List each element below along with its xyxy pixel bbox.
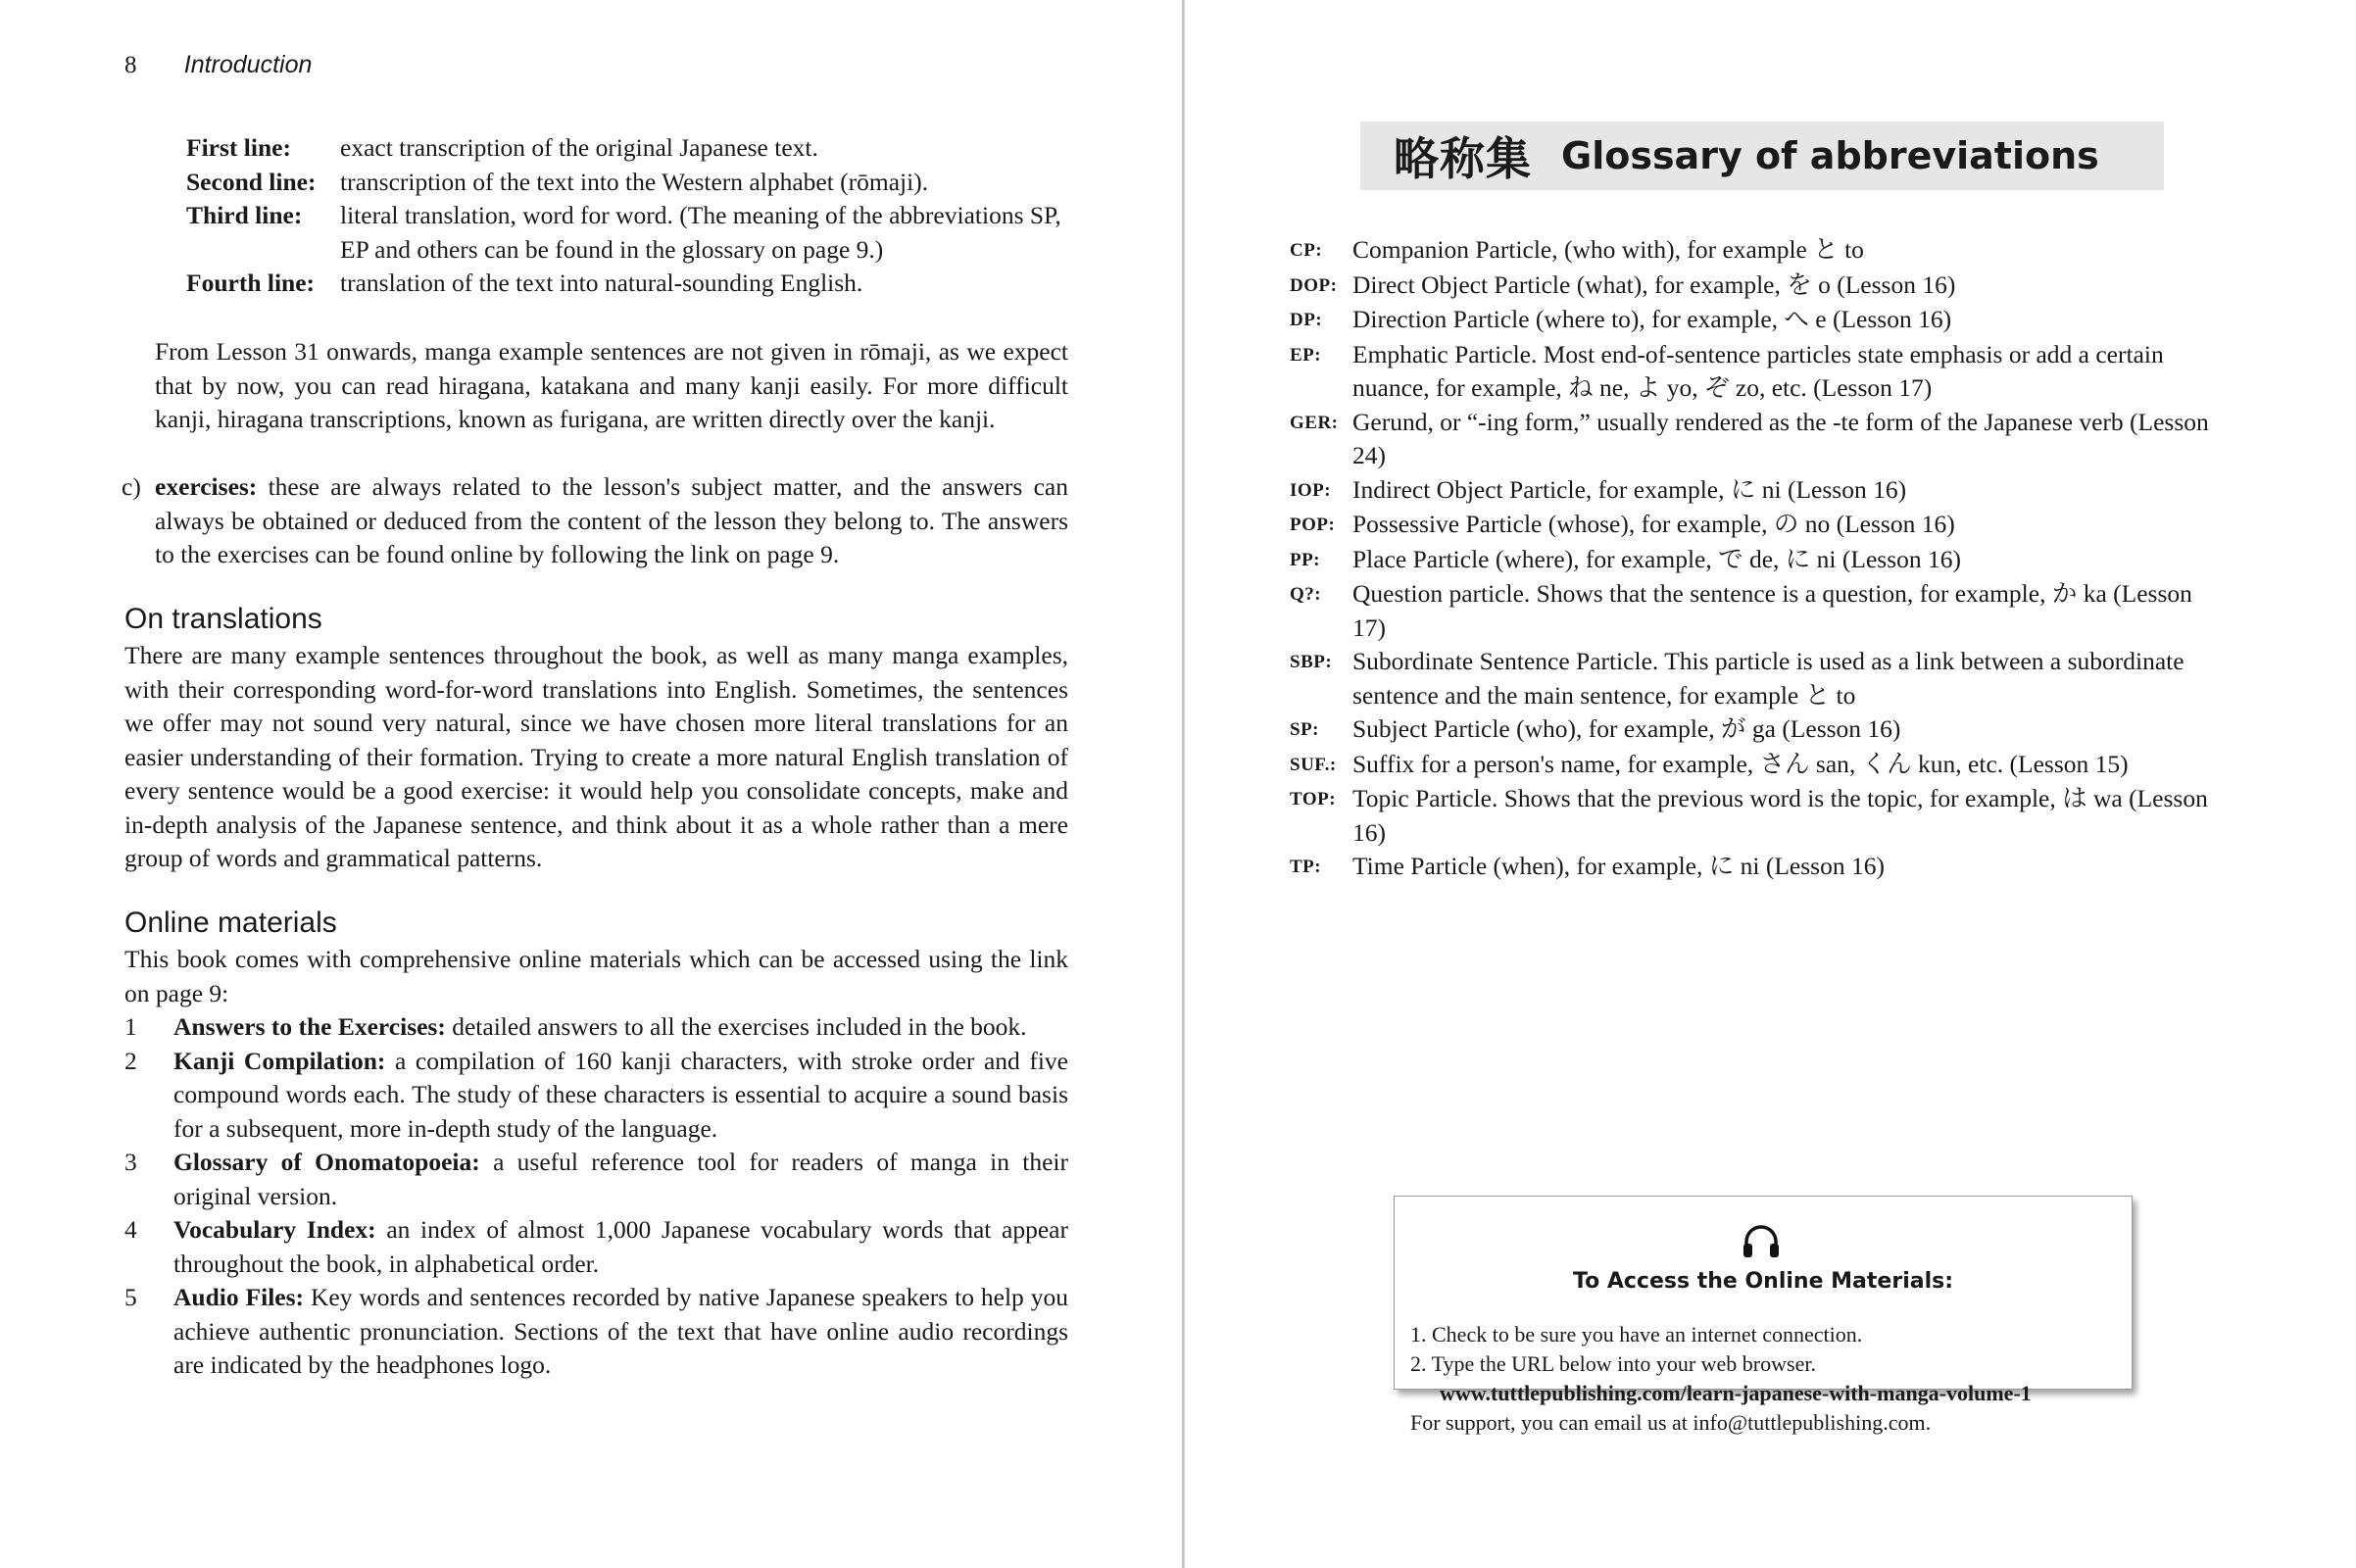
glossary-def: Subordinate Sentence Particle. This particle is used as a link between a subordinate sentence and the main sentence, for example と to [1352,647,2184,710]
list-item [124,1213,1068,1281]
glossary-entry [1290,508,2221,543]
key-label: First line: [186,133,291,162]
list-marker: c) [122,472,141,501]
running-header [124,51,312,79]
glossary-def: Indirect Object Particle, for example, に ni (Lesson 16) [1352,474,1907,504]
glossary-abbr: SBP: [1290,652,1333,672]
key-label: Fourth line: [186,269,316,297]
list-number: 1 [124,1012,137,1041]
instruction-line: 1. Check to be sure you have an internet connection. [1410,1322,1863,1347]
list-item [124,1045,1068,1147]
item-lead: Vocabulary Index: [173,1215,376,1244]
glossary-abbr: PP: [1290,549,1321,570]
item-lead: exercises: [155,472,258,501]
glossary-abbr: TP: [1290,857,1322,877]
glossary-abbr: DOP: [1290,274,1338,296]
glossary-entry [1290,543,2221,578]
item-text: detailed answers to all the exercises included in the book. [445,1012,1027,1041]
page-gutter [1182,0,1185,1568]
glossary-entry [1290,303,2221,338]
support-line: For support, you can email us at info@tuttlepublishing.com. [1410,1410,1932,1435]
key-row [186,166,1068,200]
glossary-entry [1290,577,2221,645]
materials-url-link[interactable]: www.tuttlepublishing.com/learn-japanese-with-manga-volume-1 [1440,1381,2032,1405]
glossary-title-japanese: 略称集 [1394,132,1532,185]
key-value: translation of the text into natural-sounding English. [340,269,863,297]
item-lead: Answers to the Exercises: [173,1012,446,1041]
glossary-def: Emphatic Particle. Most end-of-sentence particles state emphasis or add a certain nuance, for example, ね ne, よ yo, ぞ zo, etc. (Lesson 17) [1352,339,2164,402]
glossary-entry [1290,712,2221,748]
glossary-abbr: EP: [1290,344,1322,366]
list-number: 2 [124,1046,137,1075]
list-item [124,1146,1068,1213]
key-value: transcription of the text into the Western alphabet (rōmaji). [340,167,929,196]
glossary-entry [1290,782,2221,850]
paragraph-translations: There are many example sentences throughout the book, as well as many manga examples, with their corresponding word-for-word translations into English. Sometimes, the sentences we offer may not sound very natural, since we have chosen more literal translations for an easier understanding of their formation. Trying to create a more natural English translation of every sentence would be a good exercise: it would help you consolidate concepts, make and in-depth analysis of the Japanese sentence, and think about it as a whole rather than a mere group of words and grammatical patterns. [124,641,1068,872]
list-number: 3 [124,1148,137,1176]
item-text: a useful reference tool for readers of manga in their original version. [173,1148,1069,1210]
glossary-entry [1290,748,2221,783]
glossary-def: Time Particle (when), for example, に ni (Lesson 16) [1352,852,1885,880]
key-label: Second line: [186,167,317,196]
list-number: 4 [124,1215,137,1244]
access-box-instructions [1410,1320,2116,1438]
glossary-title-banner [1360,122,2164,190]
page-number: 8 [124,52,137,78]
glossary-def: Topic Particle. Shows that the previous word is the topic, for example, は wa (Lesson 16) [1352,784,2208,847]
glossary-def: Possessive Particle (whose), for example, の no (Lesson 16) [1352,510,1955,538]
paragraph-lesson-31: From Lesson 31 onwards, manga example sentences are not given in rōmaji, as we expect that by now, you can read hiragana, katakana and many kanji easily. For more difficult kanji, hiragana transcriptions, known as furigana, are written directly over the kanji. [155,337,1068,433]
online-access-box [1394,1196,2133,1435]
list-item-body [155,470,1068,572]
glossary-entry [1290,473,2221,509]
glossary-def: Place Particle (where), for example, で de, に ni (Lesson 16) [1352,544,1961,573]
item-lead: Glossary of Onomatopoeia: [173,1148,480,1176]
glossary-def: Companion Particle, (who with), for example と to [1352,235,1864,264]
headphones-icon [1742,1224,1781,1259]
glossary-entry [1290,233,2221,269]
key-row [186,131,1068,166]
glossary-title-english: Glossary of abbreviations [1561,134,2099,177]
item-text: an index of almost 1,000 Japanese vocabulary words that appear throughout the book, in alphabetical order. [173,1215,1068,1278]
glossary-abbr: CP: [1290,240,1323,261]
glossary-abbr: DP: [1290,310,1323,330]
key-row [186,267,1068,301]
item-lead: Audio Files: [173,1283,305,1311]
glossary-def: Gerund, or “-ing form,” usually rendered as the -te form of the Japanese verb (Lesson 24) [1352,407,2209,469]
section-title: Introduction [183,51,313,78]
list-item-c [122,470,1068,572]
item-lead: Kanji Compilation: [173,1046,386,1075]
glossary-entry [1290,850,2221,885]
glossary-def: Question particle. Shows that the sentence is a question, for example, か ka (Lesson 17) [1352,579,2192,642]
glossary-abbr: IOP: [1290,479,1332,501]
instruction-line: 2. Type the URL below into your web browser. [1410,1351,1816,1376]
access-box-title: To Access the Online Materials: [1572,1269,1954,1294]
glossary-abbr: SP: [1290,719,1319,740]
key-label: Third line: [186,201,303,229]
glossary-list [1290,233,2221,885]
heading-on-translations: On translations [124,603,322,635]
item-text: these are always related to the lesson's subject matter, and the answers can always be obtained or deduced from the content of the lesson they belong to. The answers to the exercises can be found online by following the link on page 9. [155,472,1068,568]
item-text: Key words and sentences recorded by native Japanese speakers to help you achieve authentic pronunciation. Sections of the text that have online audio recordings are indicated by the headphones logo. [173,1283,1068,1379]
list-number: 5 [124,1283,137,1311]
glossary-entry [1290,338,2221,406]
glossary-abbr: GER: [1290,412,1339,433]
glossary-entry [1290,269,2221,304]
line-key-table [186,131,1068,301]
glossary-entry [1290,406,2221,473]
online-materials-list [124,1010,1068,1383]
key-value: literal translation, word for word. (The meaning of the abbreviations SP, EP and others can be found in the glossary on page 9.) [340,201,1061,264]
glossary-entry [1290,645,2221,712]
key-row [186,199,1068,267]
glossary-def: Direction Particle (where to), for example, へ e (Lesson 16) [1352,305,1952,333]
paragraph-online: This book comes with comprehensive online materials which can be accessed using the link on page 9: [124,945,1068,1007]
glossary-def: Direct Object Particle (what), for example, を o (Lesson 16) [1352,270,1956,299]
glossary-abbr: SUF.: [1290,754,1337,775]
list-item [124,1010,1068,1045]
glossary-def: Subject Particle (who), for example, が ga (Lesson 16) [1352,714,1901,743]
glossary-abbr: Q?: [1290,584,1322,605]
key-value: exact transcription of the original Japanese text. [340,133,818,162]
glossary-abbr: TOP: [1290,789,1337,809]
heading-online-materials: Online materials [124,906,337,939]
glossary-abbr: POP: [1290,514,1336,535]
list-item [124,1281,1068,1383]
glossary-def: Suffix for a person's name, for example, さん san, くん kun, etc. (Lesson 15) [1352,749,2129,778]
item-text: a compilation of 160 kanji characters, with stroke order and five compound words each. The study of these characters is essential to acquire a sound basis for a subsequent, more in-depth study of the language. [173,1046,1068,1143]
